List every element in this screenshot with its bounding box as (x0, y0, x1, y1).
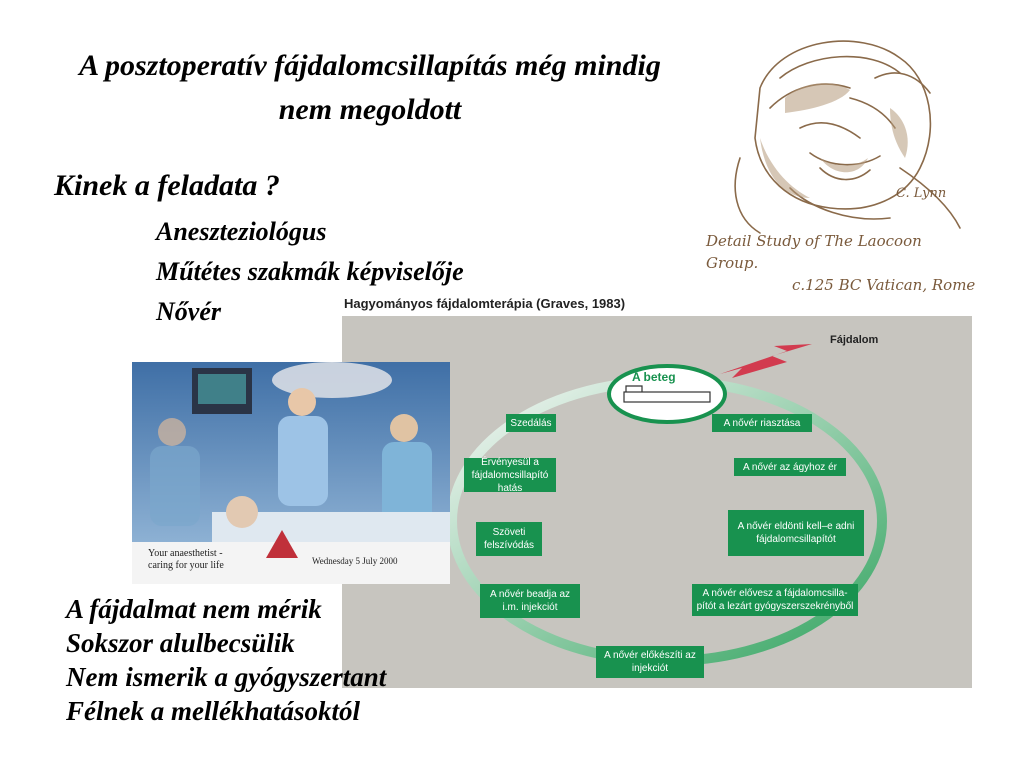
sketch-caption (706, 230, 976, 296)
role-item: Műtétes szakmák képviselője (156, 257, 464, 286)
photo-date: Wednesday 5 July 2000 (312, 556, 398, 566)
sketch-signature: C. Lynn (896, 186, 947, 201)
step-box: A nővér beadja az i.m. injekciót (480, 584, 580, 618)
pain-label: Fájdalom (830, 334, 879, 346)
sketch-caption-line-2: c.125 BC Vatican, Rome (792, 276, 976, 294)
photo-caption: Your anaesthetist - caring for your life (148, 548, 224, 571)
problem-item: Nem ismerik a gyógyszertant (66, 662, 387, 692)
patient-label: A beteg (632, 370, 676, 384)
problem-item: Félnek a mellékhatásoktól (66, 696, 360, 726)
problem-item: Sokszor alulbecsülik (66, 628, 295, 658)
step-box: A nővér elővesz a fájdalomcsilla-pítót a lezárt gyógyszerszekrényből (692, 584, 858, 616)
step-box: Szöveti felszívódás (476, 522, 542, 556)
title-line-1: A posztoperatív fájdalomcsillapítás még mindig (79, 49, 661, 82)
question-heading: Kinek a feladata ? (54, 169, 280, 202)
problem-item: A fájdalmat nem mérik (66, 594, 322, 624)
role-item: Nővér (156, 297, 221, 326)
step-box: A nővér az ágyhoz ér (734, 458, 846, 476)
role-item: Aneszteziológus (156, 217, 327, 246)
lightning-bolt-icon (720, 344, 812, 378)
problems-list (66, 592, 386, 728)
title-line-2: nem megoldott (278, 93, 462, 126)
sketch-caption-line-1: Detail Study of The Laocoon Group. (706, 232, 922, 272)
step-box: A nővér riasztása (712, 414, 812, 432)
step-box: Szedálás (506, 414, 556, 432)
step-box: A nővér előkészíti az injekciót (596, 646, 704, 678)
slide-title (20, 44, 720, 132)
diagram-title: Hagyományos fájdalomterápia (Graves, 1983) (344, 296, 626, 311)
step-box: Érvényesül a fájdalomcsillapító hatás (464, 458, 556, 492)
roles-list (156, 212, 464, 332)
step-box: A nővér eldönti kell–e adni fájdalomcsillapítót (728, 510, 864, 556)
